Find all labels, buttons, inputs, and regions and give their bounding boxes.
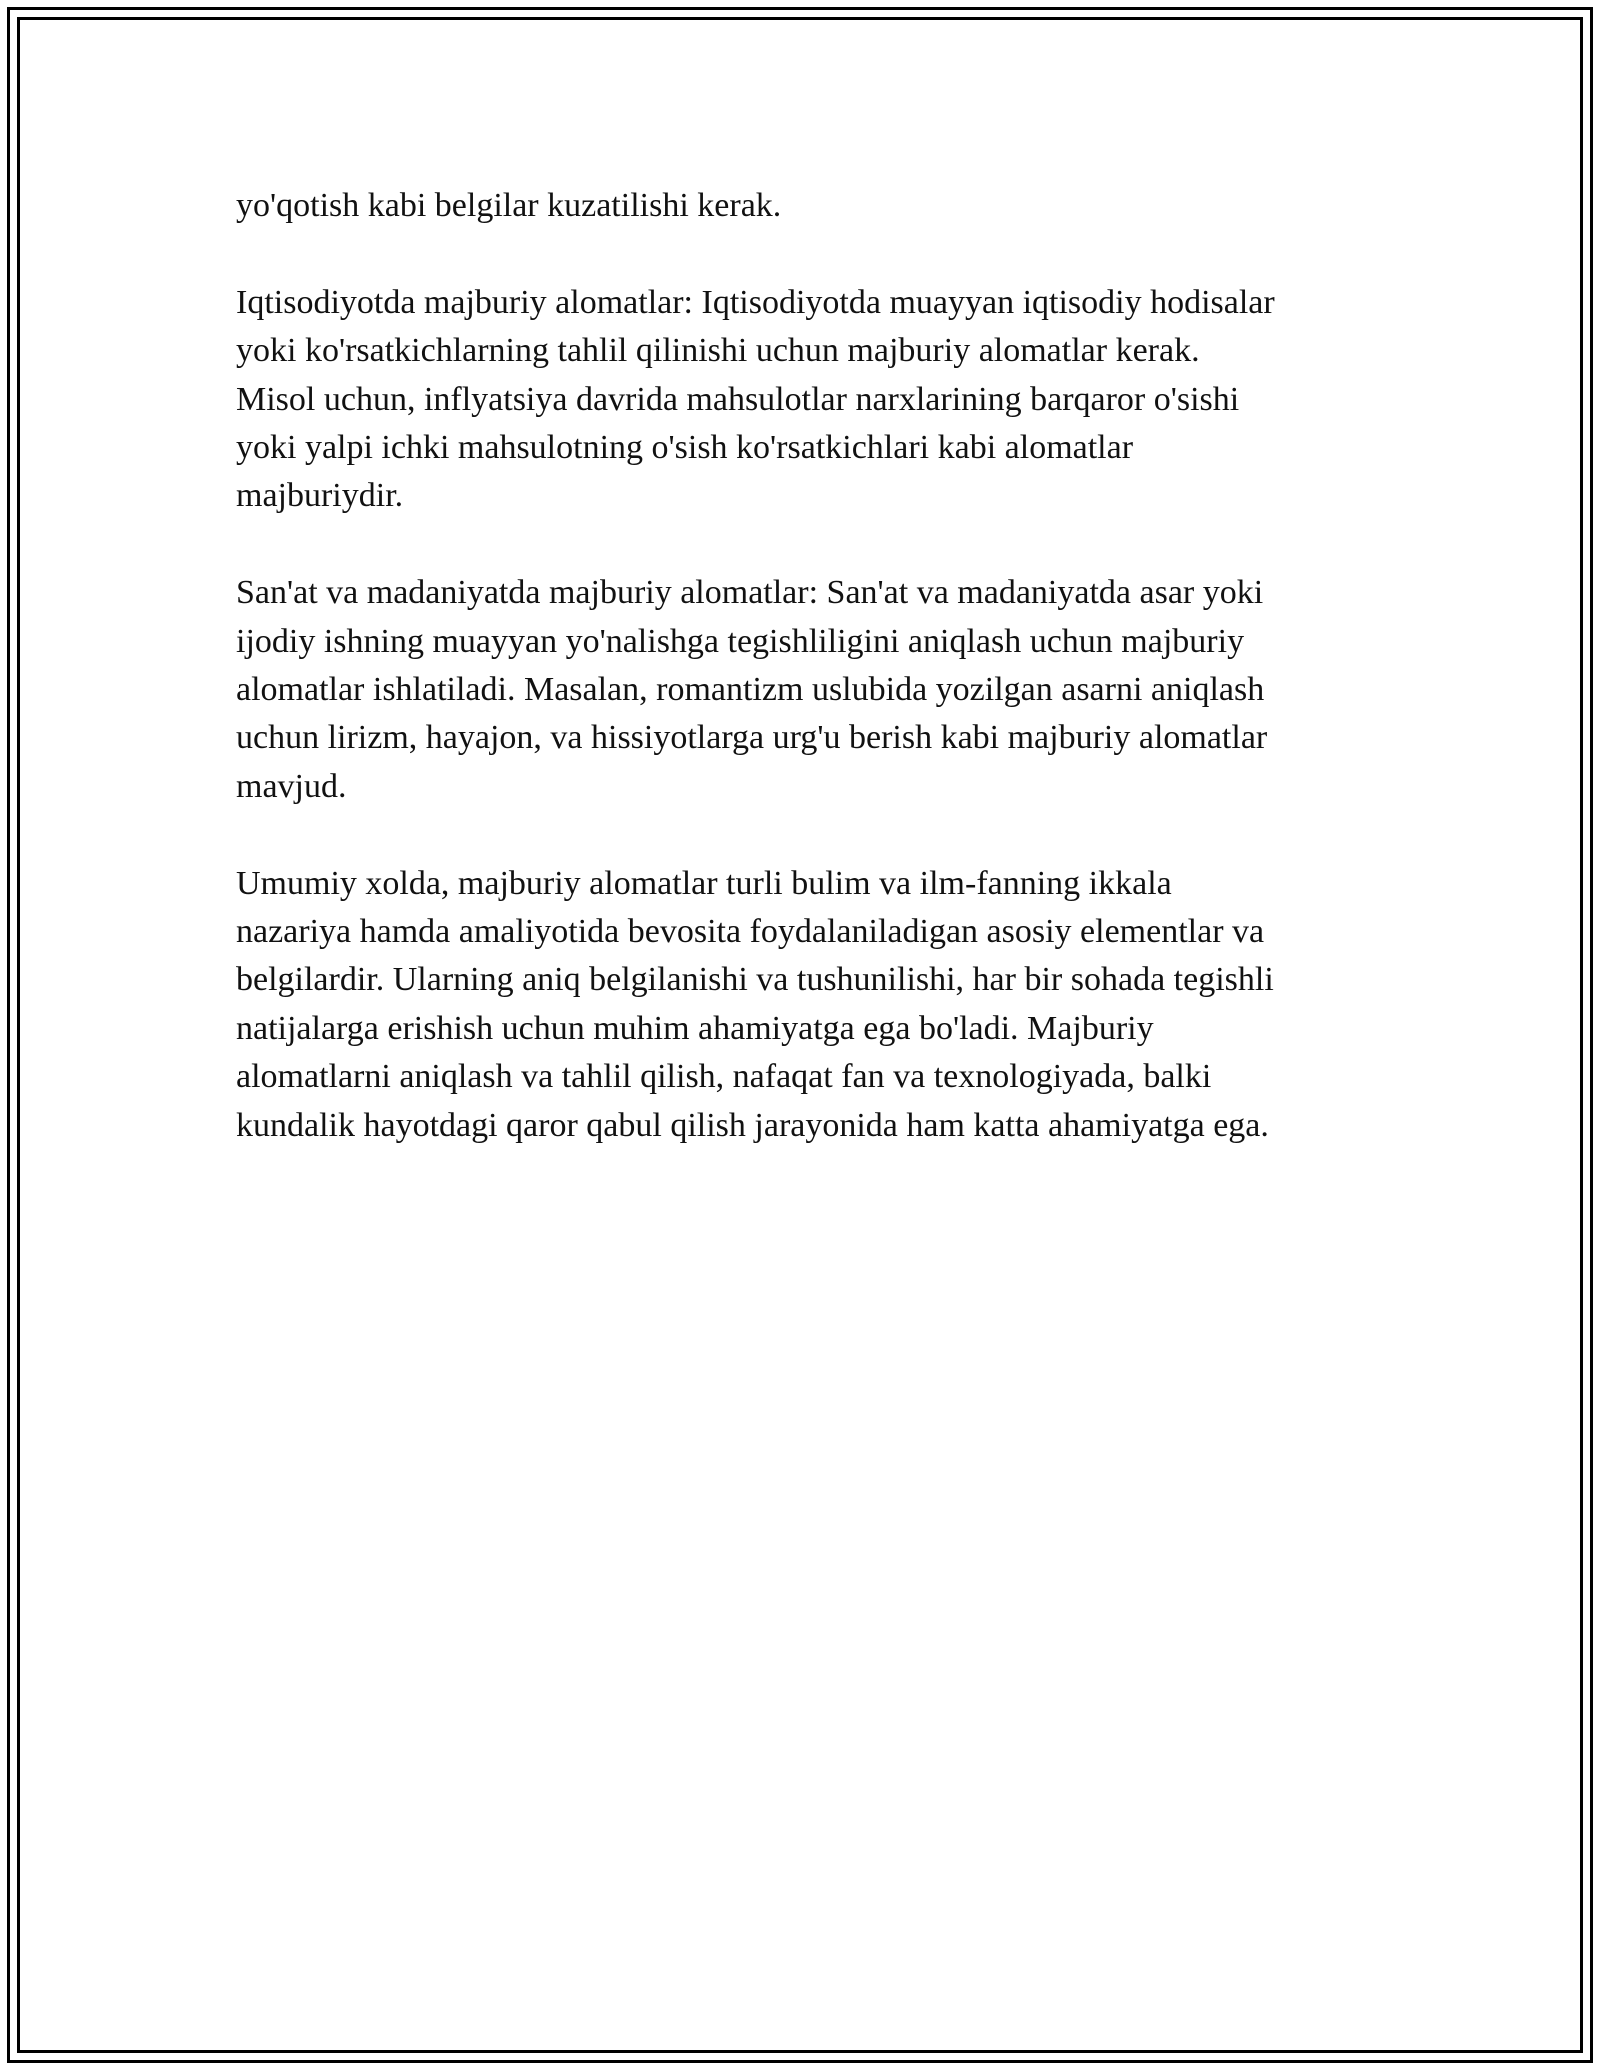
text-line: nazariya hamda amaliyotida bevosita foydalaniladigan asosiy elementlar va bbox=[236, 913, 1265, 951]
text-line: belgilardir. Ularning aniq belgilanishi va tushunilishi, har bir sohada tegishli bbox=[236, 961, 1274, 999]
text-line: yoki yalpi ichki mahsulotning o'sish ko'rsatkichlari kabi alomatlar bbox=[236, 429, 1134, 467]
text-line: kundalik hayotdagi qaror qabul qilish jarayonida ham katta ahamiyatga ega. bbox=[236, 1106, 1269, 1144]
text-line: ijodiy ishning muayyan yo'nalishga tegishliligini aniqlash uchun majburiy bbox=[236, 622, 1245, 660]
paragraph-economics bbox=[236, 279, 1376, 521]
paragraph-continuation bbox=[236, 182, 1376, 230]
text-line: majburiydir. bbox=[236, 477, 404, 515]
text-line: yo'qotish kabi belgilar kuzatilishi kerak. bbox=[236, 187, 782, 224]
paragraph-art-culture bbox=[236, 569, 1376, 811]
text-line: uchun lirizm, hayajon, va hissiyotlarga urg'u berish kabi majburiy alomatlar bbox=[236, 719, 1268, 757]
text-line: mavjud. bbox=[236, 767, 347, 805]
document-body bbox=[236, 182, 1376, 1198]
paragraph-conclusion bbox=[236, 860, 1376, 1150]
text-line: alomatlar ishlatiladi. Masalan, romantizm uslubida yozilgan asarni aniqlash bbox=[236, 671, 1265, 709]
text-line: Umumiy xolda, majburiy alomatlar turli bulim va ilm-fanning ikkala bbox=[236, 864, 1172, 902]
text-line: alomatlarni aniqlash va tahlil qilish, nafaqat fan va texnologiyada, balki bbox=[236, 1058, 1212, 1096]
text-line: natijalarga erishish uchun muhim ahamiyatga ega bo'ladi. Majburiy bbox=[236, 1009, 1154, 1047]
text-line: yoki ko'rsatkichlarning tahlil qilinishi uchun majburiy alomatlar kerak. bbox=[236, 332, 1200, 370]
text-line: San'at va madaniyatda majburiy alomatlar: San'at va madaniyatda asar yoki bbox=[236, 574, 1264, 612]
text-line: Misol uchun, inflyatsiya davrida mahsulotlar narxlarining barqaror o'sishi bbox=[236, 380, 1240, 418]
text-line: Iqtisodiyotda majburiy alomatlar: Iqtisodiyotda muayyan iqtisodiy hodisalar bbox=[236, 283, 1275, 321]
